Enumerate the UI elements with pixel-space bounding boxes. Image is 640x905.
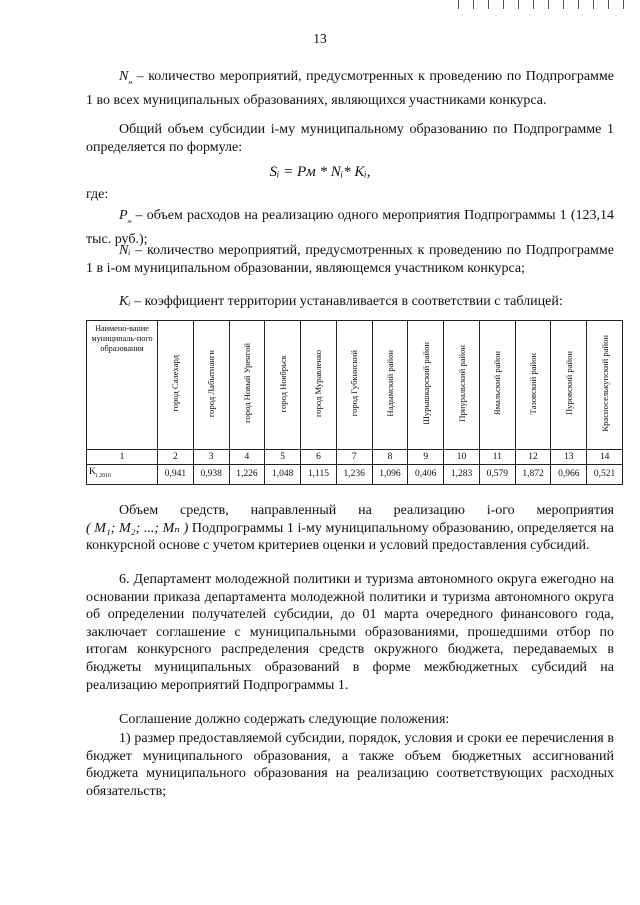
column-number: 4 (229, 450, 265, 465)
scan-edge-marks (458, 0, 640, 10)
header-col: Красноселькупский район (599, 335, 610, 432)
paragraph-total-subsidy: Общий объем субсидии i-му муниципальному образованию по Подпрограмме 1 определяется по формуле: (86, 122, 614, 155)
header-col: Приуральский район (456, 345, 467, 422)
header-col: город Салехард (170, 355, 181, 412)
formula-subsidy: Sᵢ = Pм * Nᵢ* Kᵢ, (269, 164, 371, 180)
row-label-k2016: $K_{i 2016}$ (87, 465, 158, 485)
table-cell: 1,226 (229, 465, 265, 485)
table-cell: 0,521 (587, 465, 623, 485)
header-col: Шурышкарский район (420, 342, 431, 425)
table-row (87, 465, 623, 485)
formula-m-list: ( M₁; M₂; ...; Mₙ ) (86, 520, 189, 536)
header-col: город Ноябрьск (277, 354, 288, 413)
column-number: 1 (87, 450, 158, 465)
symbol-ni: Nᵢ (119, 243, 131, 258)
table-cell: 1,872 (515, 465, 551, 485)
column-number: 3 (193, 450, 229, 465)
table-cell: 1,115 (301, 465, 337, 485)
header-municipality-name: Наимено-вание муниципаль-ного образования (87, 321, 158, 450)
header-col: Ямальский район (492, 351, 503, 416)
column-number: 6 (301, 450, 337, 465)
column-number: 11 (479, 450, 515, 465)
header-col: город Новый Уренгой (241, 343, 252, 424)
table-cell: 0,941 (158, 465, 194, 485)
page-number: 13 (313, 31, 327, 46)
header-col: город Губкинский (349, 350, 360, 417)
column-number: 13 (551, 450, 587, 465)
column-number: 9 (408, 450, 444, 465)
paragraph-ki-definition: Kᵢ – коэффициент территории устанавливается в соответствии с таблицей: (119, 294, 563, 309)
paragraph-department-agreement: 6. Департамент молодежной политики и туризма автономного округа ежегодно на основании приказа департамента молодежной политики и туризма автономного округа об определении получателей субсидии, до 01 марта очередного финансового года, заключает соглашение с муниципальными образованиями, прошедшими отбор по итогам конкурсного распределения средств окружного бюджета, передаваемых в бюджеты муниципальных образований в форме межбюджетных субсидий на реализацию мероприятий Подпрограммы 1. (86, 572, 614, 693)
label-where: где: (86, 187, 109, 202)
column-number: 5 (265, 450, 301, 465)
territory-coefficient-table (86, 320, 623, 485)
paragraph-pm-definition: $P_м$ – объем расходов на реализацию одного мероприятия Подпрограммы 1 (123,14 тыс. руб.); (86, 208, 614, 248)
paragraph-agreement-provisions: Соглашение должно содержать следующие положения: (119, 712, 450, 727)
column-number: 8 (372, 450, 408, 465)
column-number: 10 (444, 450, 480, 465)
table-cell: 0,579 (479, 465, 515, 485)
table-header-row (87, 321, 623, 450)
symbol-pm: $P_м$ (119, 208, 132, 225)
symbol-nm: $N_м$ (119, 69, 133, 86)
paragraph-funds-volume: Объем средств, направленный на реализацию i-ого мероприятия ( M₁; M₂; ...; Mₙ ) Подпрограммы 1 i-му муниципальному образованию, определяется на конкурсной основе с учетом критериев оценки и условий предоставления субсидий. (86, 503, 614, 554)
table-column-number-row (87, 450, 623, 465)
paragraph-nm-definition: $N_м$ – количество мероприятий, предусмотренных к проведению по Подпрограмме 1 во всех муниципальных образованиях, являющихся участниками конкурса. (86, 69, 614, 109)
column-number: 7 (336, 450, 372, 465)
header-col: Надымский район (384, 350, 395, 417)
symbol-ki: Kᵢ (119, 294, 131, 309)
table-cell: 1,283 (444, 465, 480, 485)
header-col: город Лабытнанги (206, 349, 217, 417)
table-cell: 1,236 (336, 465, 372, 485)
paragraph-ni-definition: Nᵢ – количество мероприятий, предусмотренных к проведению по Подпрограмме 1 в i-ом муниципальном образовании, являющемся участником конкурса; (86, 243, 614, 276)
column-number: 2 (158, 450, 194, 465)
table-cell: 1,048 (265, 465, 301, 485)
column-number: 14 (587, 450, 623, 465)
header-col: Пуровский район (563, 351, 574, 416)
table-cell: 0,966 (551, 465, 587, 485)
header-col: город Муравленко (313, 349, 324, 417)
table-cell: 0,938 (193, 465, 229, 485)
paragraph-provision-1: 1) размер предоставляемой субсидии, порядок, условия и сроки ее перечисления в бюджет муниципального образования, а также объем бюджетных ассигнований бюджета муниципального образования на реализацию соответствующих расходных обязательств; (86, 731, 614, 799)
header-col: Тазовский район (528, 352, 539, 415)
table-cell: 0,406 (408, 465, 444, 485)
column-number: 12 (515, 450, 551, 465)
table-cell: 1,096 (372, 465, 408, 485)
